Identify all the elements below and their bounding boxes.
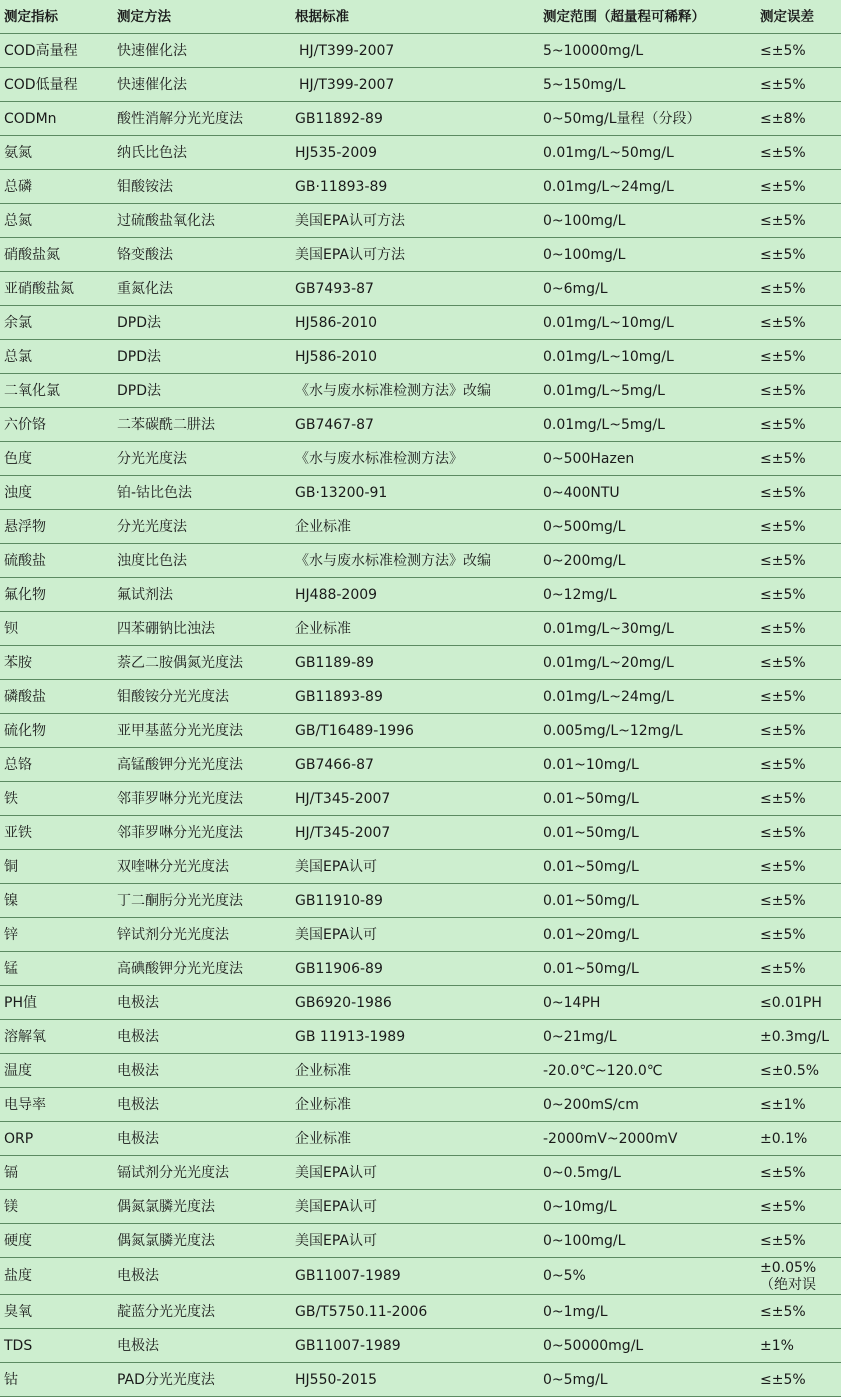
cell-method: 铂-钴比色法 bbox=[113, 476, 291, 510]
cell-standard: HJ586-2010 bbox=[291, 306, 539, 340]
cell-range: 0.01mg/L~30mg/L bbox=[539, 612, 758, 646]
cell-method: 快速催化法 bbox=[113, 34, 291, 68]
cell-parameter: 硬度 bbox=[0, 1224, 113, 1258]
cell-range: 0.01~50mg/L bbox=[539, 782, 758, 816]
cell-method: PAD分光光度法 bbox=[113, 1363, 291, 1397]
cell-parameter: 亚硝酸盐氮 bbox=[0, 272, 113, 306]
cell-range: 0~100mg/L bbox=[539, 238, 758, 272]
table-row bbox=[0, 1054, 841, 1088]
cell-error: ≤±5% bbox=[758, 306, 841, 340]
table-row bbox=[0, 1329, 841, 1363]
cell-parameter: 溶解氧 bbox=[0, 1020, 113, 1054]
cell-range: 0~200mg/L bbox=[539, 544, 758, 578]
cell-method: 过硫酸盐氧化法 bbox=[113, 204, 291, 238]
cell-parameter: 硫化物 bbox=[0, 714, 113, 748]
cell-range: 0.01~20mg/L bbox=[539, 918, 758, 952]
table-row bbox=[0, 1295, 841, 1329]
table-row bbox=[0, 204, 841, 238]
cell-error: ≤±5% bbox=[758, 408, 841, 442]
table-row bbox=[0, 442, 841, 476]
table-row bbox=[0, 986, 841, 1020]
cell-method: 亚甲基蓝分光光度法 bbox=[113, 714, 291, 748]
cell-method: 靛蓝分光光度法 bbox=[113, 1295, 291, 1329]
cell-parameter: 锌 bbox=[0, 918, 113, 952]
cell-standard: 企业标准 bbox=[291, 1054, 539, 1088]
cell-standard: 《水与废水标准检测方法》改编 bbox=[291, 374, 539, 408]
cell-standard: GB/T16489-1996 bbox=[291, 714, 539, 748]
cell-range: 0.01mg/L~5mg/L bbox=[539, 374, 758, 408]
cell-method: 氟试剂法 bbox=[113, 578, 291, 612]
cell-method: 电极法 bbox=[113, 1258, 291, 1295]
table-row bbox=[0, 1122, 841, 1156]
table-row bbox=[0, 680, 841, 714]
cell-method: DPD法 bbox=[113, 374, 291, 408]
cell-standard: HJ/T345-2007 bbox=[291, 816, 539, 850]
cell-error: ≤±0.5% bbox=[758, 1054, 841, 1088]
table-row bbox=[0, 714, 841, 748]
table-row bbox=[0, 612, 841, 646]
cell-standard: HJ/T399-2007 bbox=[291, 68, 539, 102]
cell-method: 锌试剂分光光度法 bbox=[113, 918, 291, 952]
cell-parameter: 电导率 bbox=[0, 1088, 113, 1122]
cell-parameter: 盐度 bbox=[0, 1258, 113, 1295]
cell-error: ≤±5% bbox=[758, 612, 841, 646]
cell-standard: HJ550-2015 bbox=[291, 1363, 539, 1397]
cell-method: 快速催化法 bbox=[113, 68, 291, 102]
cell-parameter: COD高量程 bbox=[0, 34, 113, 68]
cell-range: 0~50000mg/L bbox=[539, 1329, 758, 1363]
cell-range: 0.01~50mg/L bbox=[539, 952, 758, 986]
table-row bbox=[0, 306, 841, 340]
cell-range: 0~14PH bbox=[539, 986, 758, 1020]
cell-standard: 企业标准 bbox=[291, 1088, 539, 1122]
cell-error: ±0.3mg/L bbox=[758, 1020, 841, 1054]
table-row bbox=[0, 816, 841, 850]
cell-method: 四苯硼钠比浊法 bbox=[113, 612, 291, 646]
table-row bbox=[0, 68, 841, 102]
cell-method: 偶氮氯膦光度法 bbox=[113, 1224, 291, 1258]
cell-method: 分光光度法 bbox=[113, 442, 291, 476]
table-row bbox=[0, 1156, 841, 1190]
cell-range: 0.01~50mg/L bbox=[539, 816, 758, 850]
cell-standard: GB11910-89 bbox=[291, 884, 539, 918]
cell-error: ≤±5% bbox=[758, 510, 841, 544]
cell-range: 5~150mg/L bbox=[539, 68, 758, 102]
cell-method: 钼酸铵分光光度法 bbox=[113, 680, 291, 714]
cell-error: ≤±5% bbox=[758, 272, 841, 306]
table-row bbox=[0, 748, 841, 782]
cell-range: 0.01mg/L~10mg/L bbox=[539, 340, 758, 374]
cell-error: ≤±8% bbox=[758, 102, 841, 136]
cell-method: 邻菲罗啉分光光度法 bbox=[113, 782, 291, 816]
cell-standard: 美国EPA认可 bbox=[291, 850, 539, 884]
cell-range: 0.01mg/L~10mg/L bbox=[539, 306, 758, 340]
cell-error: ≤±5% bbox=[758, 816, 841, 850]
cell-method: 浊度比色法 bbox=[113, 544, 291, 578]
table-row bbox=[0, 1020, 841, 1054]
cell-parameter: 苯胺 bbox=[0, 646, 113, 680]
cell-parameter: 氟化物 bbox=[0, 578, 113, 612]
cell-parameter: 悬浮物 bbox=[0, 510, 113, 544]
cell-error: ≤±5% bbox=[758, 578, 841, 612]
cell-parameter: 铁 bbox=[0, 782, 113, 816]
cell-parameter: 总氮 bbox=[0, 204, 113, 238]
cell-parameter: 磷酸盐 bbox=[0, 680, 113, 714]
table-row bbox=[0, 884, 841, 918]
cell-method: DPD法 bbox=[113, 306, 291, 340]
table-row bbox=[0, 1190, 841, 1224]
cell-standard: 《水与废水标准检测方法》 bbox=[291, 442, 539, 476]
table-row bbox=[0, 374, 841, 408]
cell-standard: 美国EPA认可 bbox=[291, 1224, 539, 1258]
cell-method: 高碘酸钾分光光度法 bbox=[113, 952, 291, 986]
cell-method: 镉试剂分光光度法 bbox=[113, 1156, 291, 1190]
cell-standard: GB11906-89 bbox=[291, 952, 539, 986]
cell-parameter: 硝酸盐氮 bbox=[0, 238, 113, 272]
cell-standard: 企业标准 bbox=[291, 510, 539, 544]
cell-error: ≤±5% bbox=[758, 1295, 841, 1329]
cell-parameter: 钴 bbox=[0, 1363, 113, 1397]
cell-error: ≤±5% bbox=[758, 340, 841, 374]
cell-error: ±1% bbox=[758, 1329, 841, 1363]
cell-method: 二苯碳酰二肼法 bbox=[113, 408, 291, 442]
cell-error: ≤±5% bbox=[758, 884, 841, 918]
table-body bbox=[0, 34, 841, 1397]
cell-error: ≤±5% bbox=[758, 1156, 841, 1190]
cell-standard: 美国EPA认可 bbox=[291, 1190, 539, 1224]
cell-range: 0.01mg/L~24mg/L bbox=[539, 170, 758, 204]
cell-error: ≤±5% bbox=[758, 782, 841, 816]
cell-method: 高锰酸钾分光光度法 bbox=[113, 748, 291, 782]
header-method: 测定方法 bbox=[113, 0, 291, 34]
cell-range: 0~400NTU bbox=[539, 476, 758, 510]
cell-method: 电极法 bbox=[113, 986, 291, 1020]
header-error: 测定误差 bbox=[758, 0, 841, 34]
table-row bbox=[0, 952, 841, 986]
cell-range: 0~6mg/L bbox=[539, 272, 758, 306]
cell-range: 0~500Hazen bbox=[539, 442, 758, 476]
table-row bbox=[0, 238, 841, 272]
cell-parameter: ORP bbox=[0, 1122, 113, 1156]
header-standard: 根据标准 bbox=[291, 0, 539, 34]
cell-error: ±0.05%（绝对误 bbox=[758, 1258, 841, 1295]
cell-parameter: 温度 bbox=[0, 1054, 113, 1088]
cell-range: 0~500mg/L bbox=[539, 510, 758, 544]
cell-range: 0~5mg/L bbox=[539, 1363, 758, 1397]
cell-parameter: 臭氧 bbox=[0, 1295, 113, 1329]
cell-standard: HJ/T399-2007 bbox=[291, 34, 539, 68]
cell-range: 0~0.5mg/L bbox=[539, 1156, 758, 1190]
cell-range: 0~12mg/L bbox=[539, 578, 758, 612]
cell-parameter: 硫酸盐 bbox=[0, 544, 113, 578]
cell-standard: GB/T5750.11-2006 bbox=[291, 1295, 539, 1329]
cell-standard: GB7493-87 bbox=[291, 272, 539, 306]
cell-error: ≤±5% bbox=[758, 204, 841, 238]
cell-parameter: COD低量程 bbox=[0, 68, 113, 102]
cell-range: 5~10000mg/L bbox=[539, 34, 758, 68]
cell-error: ≤±5% bbox=[758, 1224, 841, 1258]
table-row bbox=[0, 578, 841, 612]
table-row bbox=[0, 136, 841, 170]
cell-method: 分光光度法 bbox=[113, 510, 291, 544]
cell-range: 0~100mg/L bbox=[539, 1224, 758, 1258]
header-parameter: 测定指标 bbox=[0, 0, 113, 34]
cell-parameter: 钡 bbox=[0, 612, 113, 646]
cell-parameter: 镍 bbox=[0, 884, 113, 918]
cell-standard: 美国EPA认可 bbox=[291, 1156, 539, 1190]
cell-range: 0.01~50mg/L bbox=[539, 884, 758, 918]
cell-parameter: 铜 bbox=[0, 850, 113, 884]
cell-range: 0.01mg/L~50mg/L bbox=[539, 136, 758, 170]
cell-standard: GB1189-89 bbox=[291, 646, 539, 680]
table-row bbox=[0, 476, 841, 510]
cell-error: ≤±5% bbox=[758, 170, 841, 204]
cell-error: ≤±1% bbox=[758, 1088, 841, 1122]
cell-standard: 美国EPA认可 bbox=[291, 918, 539, 952]
table-row bbox=[0, 34, 841, 68]
cell-error: ≤±5% bbox=[758, 34, 841, 68]
cell-method: 电极法 bbox=[113, 1020, 291, 1054]
cell-range: 0.01mg/L~5mg/L bbox=[539, 408, 758, 442]
cell-parameter: 二氧化氯 bbox=[0, 374, 113, 408]
cell-parameter: 锰 bbox=[0, 952, 113, 986]
cell-parameter: CODMn bbox=[0, 102, 113, 136]
cell-error: ≤±5% bbox=[758, 442, 841, 476]
cell-parameter: 浊度 bbox=[0, 476, 113, 510]
cell-method: 铬变酸法 bbox=[113, 238, 291, 272]
cell-parameter: 镉 bbox=[0, 1156, 113, 1190]
cell-error: ≤±5% bbox=[758, 646, 841, 680]
cell-method: 双喹啉分光光度法 bbox=[113, 850, 291, 884]
cell-parameter: 总铬 bbox=[0, 748, 113, 782]
cell-parameter: 余氯 bbox=[0, 306, 113, 340]
cell-error: ≤±5% bbox=[758, 374, 841, 408]
cell-standard: GB11892-89 bbox=[291, 102, 539, 136]
cell-standard: 美国EPA认可方法 bbox=[291, 204, 539, 238]
cell-error: ≤±5% bbox=[758, 68, 841, 102]
cell-error: ≤±5% bbox=[758, 748, 841, 782]
cell-standard: GB·13200-91 bbox=[291, 476, 539, 510]
cell-standard: GB11007-1989 bbox=[291, 1258, 539, 1295]
table-row bbox=[0, 102, 841, 136]
cell-parameter: 总磷 bbox=[0, 170, 113, 204]
table-row bbox=[0, 544, 841, 578]
cell-error: ≤±5% bbox=[758, 238, 841, 272]
cell-parameter: 亚铁 bbox=[0, 816, 113, 850]
cell-range: 0.01mg/L~24mg/L bbox=[539, 680, 758, 714]
table-row bbox=[0, 646, 841, 680]
cell-method: 电极法 bbox=[113, 1088, 291, 1122]
table-row bbox=[0, 918, 841, 952]
cell-standard: 企业标准 bbox=[291, 612, 539, 646]
cell-error: ≤±5% bbox=[758, 136, 841, 170]
cell-standard: GB7467-87 bbox=[291, 408, 539, 442]
cell-method: 邻菲罗啉分光光度法 bbox=[113, 816, 291, 850]
cell-standard: 美国EPA认可方法 bbox=[291, 238, 539, 272]
table-row bbox=[0, 408, 841, 442]
cell-error: ±0.1% bbox=[758, 1122, 841, 1156]
cell-error: ≤±5% bbox=[758, 1190, 841, 1224]
header-row bbox=[0, 0, 841, 34]
cell-error: ≤±5% bbox=[758, 850, 841, 884]
cell-range: 0~21mg/L bbox=[539, 1020, 758, 1054]
cell-range: -2000mV~2000mV bbox=[539, 1122, 758, 1156]
cell-error: ≤±5% bbox=[758, 680, 841, 714]
table-row bbox=[0, 170, 841, 204]
cell-standard: GB6920-1986 bbox=[291, 986, 539, 1020]
header-range: 测定范围（超量程可稀释） bbox=[539, 0, 758, 34]
cell-parameter: 六价铬 bbox=[0, 408, 113, 442]
table-row bbox=[0, 782, 841, 816]
cell-range: 0~200mS/cm bbox=[539, 1088, 758, 1122]
cell-parameter: PH值 bbox=[0, 986, 113, 1020]
table-header bbox=[0, 0, 841, 34]
cell-method: 钼酸铵法 bbox=[113, 170, 291, 204]
cell-range: 0.01~50mg/L bbox=[539, 850, 758, 884]
cell-standard: 企业标准 bbox=[291, 1122, 539, 1156]
cell-error: ≤±5% bbox=[758, 544, 841, 578]
cell-parameter: 氨氮 bbox=[0, 136, 113, 170]
cell-method: 萘乙二胺偶氮光度法 bbox=[113, 646, 291, 680]
table-row bbox=[0, 1258, 841, 1295]
cell-standard: GB·11893-89 bbox=[291, 170, 539, 204]
cell-method: 偶氮氯膦光度法 bbox=[113, 1190, 291, 1224]
cell-error: ≤0.01PH bbox=[758, 986, 841, 1020]
cell-parameter: 总氯 bbox=[0, 340, 113, 374]
cell-parameter: TDS bbox=[0, 1329, 113, 1363]
cell-range: 0.005mg/L~12mg/L bbox=[539, 714, 758, 748]
cell-error: ≤±5% bbox=[758, 1363, 841, 1397]
cell-error: ≤±5% bbox=[758, 476, 841, 510]
table-row bbox=[0, 850, 841, 884]
cell-standard: HJ488-2009 bbox=[291, 578, 539, 612]
cell-parameter: 色度 bbox=[0, 442, 113, 476]
cell-range: 0.01~10mg/L bbox=[539, 748, 758, 782]
cell-range: 0~100mg/L bbox=[539, 204, 758, 238]
cell-range: 0~50mg/L量程（分段） bbox=[539, 102, 758, 136]
table-row bbox=[0, 1224, 841, 1258]
cell-method: 酸性消解分光光度法 bbox=[113, 102, 291, 136]
cell-range: 0~10mg/L bbox=[539, 1190, 758, 1224]
cell-method: 电极法 bbox=[113, 1122, 291, 1156]
cell-standard: GB11007-1989 bbox=[291, 1329, 539, 1363]
cell-method: 丁二酮肟分光光度法 bbox=[113, 884, 291, 918]
cell-error: ≤±5% bbox=[758, 918, 841, 952]
cell-method: 纳氏比色法 bbox=[113, 136, 291, 170]
cell-standard: 《水与废水标准检测方法》改编 bbox=[291, 544, 539, 578]
cell-standard: GB7466-87 bbox=[291, 748, 539, 782]
cell-range: 0~5% bbox=[539, 1258, 758, 1295]
table-row bbox=[0, 1088, 841, 1122]
cell-standard: HJ586-2010 bbox=[291, 340, 539, 374]
cell-standard: GB 11913-1989 bbox=[291, 1020, 539, 1054]
cell-standard: GB11893-89 bbox=[291, 680, 539, 714]
table-row bbox=[0, 510, 841, 544]
table-row bbox=[0, 340, 841, 374]
cell-method: 电极法 bbox=[113, 1329, 291, 1363]
cell-method: 重氮化法 bbox=[113, 272, 291, 306]
cell-standard: HJ535-2009 bbox=[291, 136, 539, 170]
cell-range: 0.01mg/L~20mg/L bbox=[539, 646, 758, 680]
table-row bbox=[0, 1363, 841, 1397]
cell-range: 0~1mg/L bbox=[539, 1295, 758, 1329]
table-row bbox=[0, 272, 841, 306]
cell-standard: HJ/T345-2007 bbox=[291, 782, 539, 816]
cell-error: ≤±5% bbox=[758, 952, 841, 986]
cell-range: -20.0℃~120.0℃ bbox=[539, 1054, 758, 1088]
cell-method: DPD法 bbox=[113, 340, 291, 374]
cell-parameter: 镁 bbox=[0, 1190, 113, 1224]
cell-method: 电极法 bbox=[113, 1054, 291, 1088]
cell-error: ≤±5% bbox=[758, 714, 841, 748]
